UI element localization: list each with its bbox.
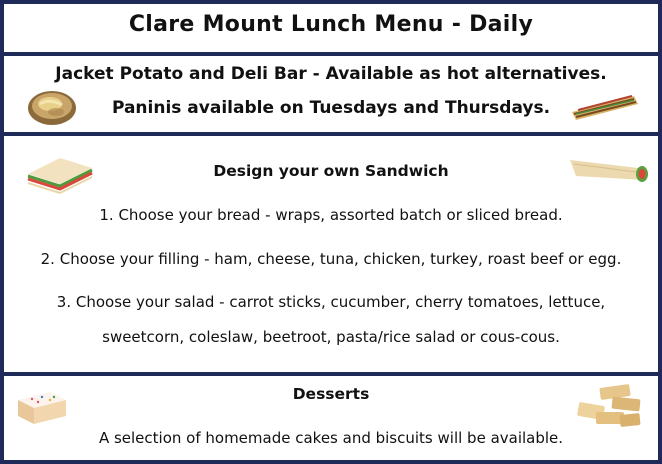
biscuits-image	[572, 382, 644, 430]
sandwich-heading: Design your own Sandwich	[213, 162, 449, 180]
hot-alternatives-text: Jacket Potato and Deli Bar - Available as hot alternatives.	[55, 64, 607, 84]
paninis-text: Paninis available on Tuesdays and Thursdays.	[111, 98, 551, 118]
desserts-heading: Desserts	[292, 385, 370, 403]
salad-step-line-2: sweetcorn, coleslaw, beetroot, pasta/rice salad or cous-cous.	[102, 328, 560, 346]
filling-step: 2. Choose your filling - ham, cheese, tuna, chicken, turkey, roast beef or egg.	[40, 250, 622, 268]
hot-alternatives-panel	[4, 56, 658, 132]
wrap-image	[566, 150, 648, 186]
page-title: Clare Mount Lunch Menu - Daily	[128, 12, 534, 37]
bread-step: 1. Choose your bread - wraps, assorted batch or sliced bread.	[99, 206, 563, 224]
panini-image	[568, 90, 640, 124]
salad-step-line-1: 3. Choose your salad - carrot sticks, cucumber, cherry tomatoes, lettuce,	[56, 293, 606, 311]
desserts-text: A selection of homemade cakes and biscuits will be available.	[98, 429, 564, 447]
title-panel	[4, 4, 658, 52]
sandwich-panel	[4, 136, 658, 372]
desserts-panel	[4, 376, 658, 460]
